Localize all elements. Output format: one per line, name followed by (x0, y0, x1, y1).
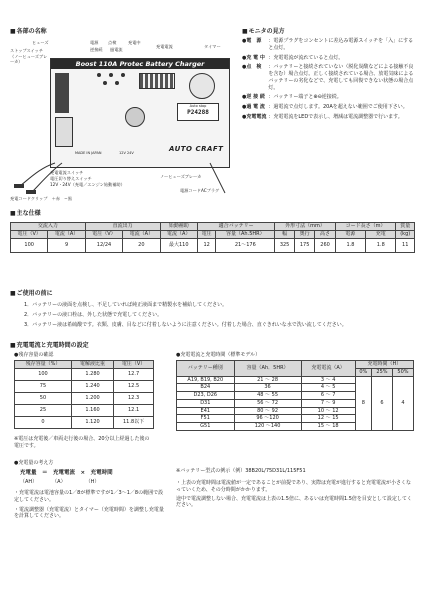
formula-units: （AH） （A） （H） (20, 479, 100, 485)
spec-cell: 1.8 (335, 238, 365, 252)
spec-header: 交流入力 (11, 223, 86, 231)
table-cell: 120 〜140 (234, 423, 301, 431)
current-meter (139, 73, 175, 89)
spec-subheader: 幅 (275, 230, 295, 238)
spec-cell: 175 (294, 238, 314, 252)
spec-header: コード長さ（m） (335, 223, 396, 231)
table-cell: 15 〜 18 (301, 423, 355, 431)
cables-graphic (10, 158, 235, 203)
monitor-item (242, 94, 414, 104)
table-cell: G51 (177, 423, 235, 431)
callout-voltage-mode: 12V・24V（充電／エンジン始動補助） (50, 182, 125, 187)
spec-subheader: 電源 (335, 230, 365, 238)
led-check (109, 73, 113, 77)
table-cell: D31 (177, 399, 235, 407)
table-cell: 10 〜 12 (301, 407, 355, 415)
callout-reverse: 逆接続 (90, 47, 103, 52)
monitor-text: ：バッテリーと接続されていない（脱化炭酸などによる接触不良を含む）場合点灯。正しく接続されている場合、放電気味によるバッテリーの劣化などで、充電しても回復できない状態の場合点灯。 (268, 64, 414, 91)
monitor-list (242, 38, 414, 124)
table-cell: A19, B19, B20 (177, 376, 235, 384)
made-in-label: MADE IN JAPAN (75, 151, 102, 155)
table-row (15, 392, 154, 404)
spec-subheader: 奥行 (294, 230, 314, 238)
monitor-label: ●充 電 中 (242, 54, 265, 61)
spec-subheader: (kg) (396, 230, 415, 238)
table-cell: 3 〜 4 (301, 376, 355, 384)
lcd-display (177, 103, 219, 121)
voltage-label: 12V 24V (119, 151, 134, 155)
table-cell: 36 (234, 384, 301, 392)
table-cell: 12.7 (114, 368, 154, 380)
table-cell: 25 (15, 404, 72, 416)
section-names-title: ■ 各部の名称 (10, 28, 47, 36)
table-row (15, 368, 154, 380)
monitor-label: ●電 源 (242, 38, 262, 44)
ct-header: バッテリー種別 (177, 361, 235, 377)
table-row (15, 380, 154, 392)
spec-subheader: 高さ (315, 230, 335, 238)
spec-subheader: 電流（A） (48, 230, 85, 238)
monitor-label: ●充電電流 (242, 113, 267, 120)
table-cell: 7 〜 9 (301, 399, 355, 407)
residual-header: 電解液比重 (71, 361, 113, 369)
table-cell: 4 〜 5 (301, 384, 355, 392)
led-reverse (103, 81, 107, 85)
chargetime-example: ※バッテリー型式の例示（例）38B20L/75D31L/115F51 (176, 468, 306, 474)
table-cell: 48 〜 55 (234, 392, 301, 400)
spec-cell: 12/24 (85, 238, 122, 252)
lcd-label: Auto stop (189, 104, 207, 108)
spec-cell: 11 (396, 238, 415, 252)
residual-table (14, 360, 154, 429)
spec-subheader: 電圧（V） (85, 230, 122, 238)
section-charging-title: ■ 充電電流と充電時間の設定 (10, 342, 89, 350)
table-cell: 1.160 (71, 404, 113, 416)
ct-subheader: 0% (355, 368, 371, 376)
callout-ac-plug: 電源コードACプラグ (180, 188, 220, 193)
table-cell: 75 (15, 380, 72, 392)
residual-header: 電圧（V） (114, 361, 154, 369)
model-banner: Boost 110A Protec Battery Charger (51, 59, 229, 69)
table-row (15, 404, 154, 416)
spec-cell: 21〜176 (216, 238, 275, 252)
table-cell: 11.8以下 (114, 416, 154, 428)
led-power (97, 73, 101, 77)
table-cell: 96 〜120 (234, 415, 301, 423)
spec-cell: 100 (11, 238, 48, 252)
breaker-switch[interactable] (55, 73, 69, 113)
table-cell: 100 (15, 368, 72, 380)
formula-line: 充電量 ＝ 充電電流 × 充電時間 (20, 470, 113, 476)
ct-header: 充電時間（H） (355, 361, 413, 369)
ct-subheader: 50% (392, 368, 413, 376)
device-illustration (10, 38, 235, 203)
callout-overcurrent: 過電流 (110, 47, 123, 52)
spec-cell: 12 (197, 238, 215, 252)
chargetime-table (176, 360, 414, 431)
spec-header: 適合バッテリー (197, 223, 274, 231)
charge-time-cell: 6 (371, 376, 392, 430)
monitor-item (242, 64, 414, 94)
spec-header: 外形寸法（mm） (275, 223, 336, 231)
chargetime-note: 途中で電流調整しない場合、充電電流は上表の1.5倍に、あるいは充電時間1.5倍を目安として設定してください。 (176, 495, 412, 509)
callout-check: 点検 (108, 40, 117, 45)
formula-note: ・電流調整器（充電電流）とタイマー（充電時間）を調整し充電量を計算してください。 (14, 506, 164, 520)
spec-header: 質量 (396, 223, 415, 231)
ct-header: 容量（Ah．5HR） (234, 361, 301, 377)
monitor-item (242, 114, 414, 124)
monitor-item (242, 55, 414, 65)
table-cell: 12.3 (114, 392, 154, 404)
table-cell: 1.240 (71, 380, 113, 392)
spec-subheader: 電流（A） (160, 230, 197, 238)
section-monitor-title: ■ モニタの見方 (242, 28, 285, 36)
chargetime-note: ・上表の充電時間は電流値が一定であることが前提であり、実際は充電が進行すると充電電流が小さくなっていくため、その分時間がかかります。 (176, 480, 412, 493)
chargetime-notes (176, 480, 414, 511)
ct-subheader: 25% (371, 368, 392, 376)
ct-header: 充電電流（A） (301, 361, 355, 377)
monitor-item (242, 104, 414, 114)
monitor-label: ●点 検 (242, 64, 262, 71)
callout-timer: タイマー (204, 44, 221, 49)
spec-subheader: 容量（Ah.5HR） (216, 230, 275, 238)
charger-body (50, 58, 230, 168)
charge-time-cell: 4 (392, 376, 413, 430)
monitor-text: ：バッテリー端子と⊕⊖逆接続。 (268, 94, 342, 101)
table-cell: 12 〜 15 (301, 415, 355, 423)
callout-fuse: ヒューズ (32, 40, 49, 45)
monitor-text: ：電源プラグをコンセントに差込み電源スイッチを「入」にすると点灯。 (268, 38, 414, 51)
table-row (15, 416, 154, 428)
callout-voltage-switch: 電圧切り替えスイッチ (50, 176, 92, 181)
table-cell: 21 〜 28 (234, 376, 301, 384)
timer-dial[interactable] (189, 73, 215, 99)
current-knob[interactable] (125, 107, 145, 127)
spec-cell: 260 (315, 238, 335, 252)
monitor-item (242, 38, 414, 55)
section-specs-title: ■ 主な仕様 (10, 210, 41, 218)
usage-item: 1．バッテリーの液面を点検し、不足していれば純正液面まで精製水を補給してください。 (24, 302, 228, 308)
specs-table (10, 222, 415, 253)
callout-stop-switch: ストップスイッチ（ノーヒューズブレーカ） (10, 48, 48, 65)
spec-cell: 9 (48, 238, 85, 252)
spec-subheader: 電流（A） (123, 230, 160, 238)
monitor-label: ●逆 接 続 (242, 94, 265, 101)
table-cell: 56 〜 72 (234, 399, 301, 407)
monitor-text: ：充電電流が流れていると点灯。 (268, 54, 344, 61)
table-cell: 50 (15, 392, 72, 404)
residual-caption: ●残存容量の確認 (14, 352, 54, 358)
table-cell: 80 〜 92 (234, 407, 301, 415)
brand-logo: AUTO CRAFT (169, 145, 224, 153)
callout-current-switch: 充電電流スイッチ (50, 170, 84, 175)
spec-header: 直流出力 (85, 223, 160, 231)
table-cell: 12.5 (114, 380, 154, 392)
callout-power: 電源 (90, 40, 99, 45)
table-cell: 6 〜 7 (301, 392, 355, 400)
callout-clips: 充電コードクリップ ＋赤 −黒 (10, 196, 72, 201)
usage-item: 2．バッテリーの液口栓は、外した状態で充電してください。 (24, 311, 163, 318)
spec-cell: 325 (275, 238, 295, 252)
led-overcurrent (115, 81, 119, 85)
monitor-text: ：過電流で点灯します。20Aを超えない範囲でご使用下さい。 (268, 104, 408, 110)
spec-header: 始動補助 (160, 223, 197, 231)
table-row (177, 376, 414, 384)
table-cell: 1.200 (71, 392, 113, 404)
led-charging (121, 73, 125, 77)
callout-charging: 充電中 (128, 40, 141, 45)
residual-note: ※電圧は充電後／車両走行後の場合、20分以上経過した後の電圧です。 (14, 436, 150, 449)
callout-current: 充電電流 (156, 44, 173, 49)
spec-cell: 最大110 (160, 238, 197, 252)
voltage-switch[interactable] (55, 117, 73, 147)
table-cell: E41 (177, 407, 235, 415)
charge-time-cell: 8 (355, 376, 371, 430)
monitor-label: ●過 電 流 (242, 104, 265, 110)
spec-cell: 20 (123, 238, 160, 252)
monitor-text: ：充電電流をLEDで表示し、増減は電流調整器で行います。 (268, 113, 403, 120)
table-cell: F51 (177, 415, 235, 423)
formula-note: ・充電電流は電池容量の1／8が標準ですが1／3〜1／8の範囲で設定してください。 (14, 490, 164, 503)
table-cell: 1.120 (71, 416, 113, 428)
table-cell: B24 (177, 384, 235, 392)
callout-breaker: ノーヒューズブレーカ (160, 174, 202, 179)
table-cell: D23, D26 (177, 392, 235, 400)
residual-header: 残存容量（%） (15, 361, 72, 369)
chargetime-caption: ●充電電流と充電時間（標準モデル） (176, 352, 261, 358)
usage-list (24, 302, 404, 331)
spec-subheader: 電圧 (197, 230, 215, 238)
lcd-value: P24288 (187, 108, 209, 116)
spec-subheader: 充電 (366, 230, 396, 238)
spec-subheader: 電圧（V） (11, 230, 48, 238)
table-cell: 1.280 (71, 368, 113, 380)
table-cell: 0 (15, 416, 72, 428)
spec-cell: 1.8 (366, 238, 396, 252)
table-cell: 12.1 (114, 404, 154, 416)
usage-item: 3．バッテリー液は希硫酸です。衣類、皮膚、目などに付着しないように注意ください。付着した場合、直ぐきれいな水で洗い流してください。 (24, 321, 347, 328)
formula-caption: ●充電量の考え方 (14, 460, 54, 466)
section-usage-title: ■ ご使用の前に (10, 290, 53, 298)
formula-notes (14, 490, 164, 523)
